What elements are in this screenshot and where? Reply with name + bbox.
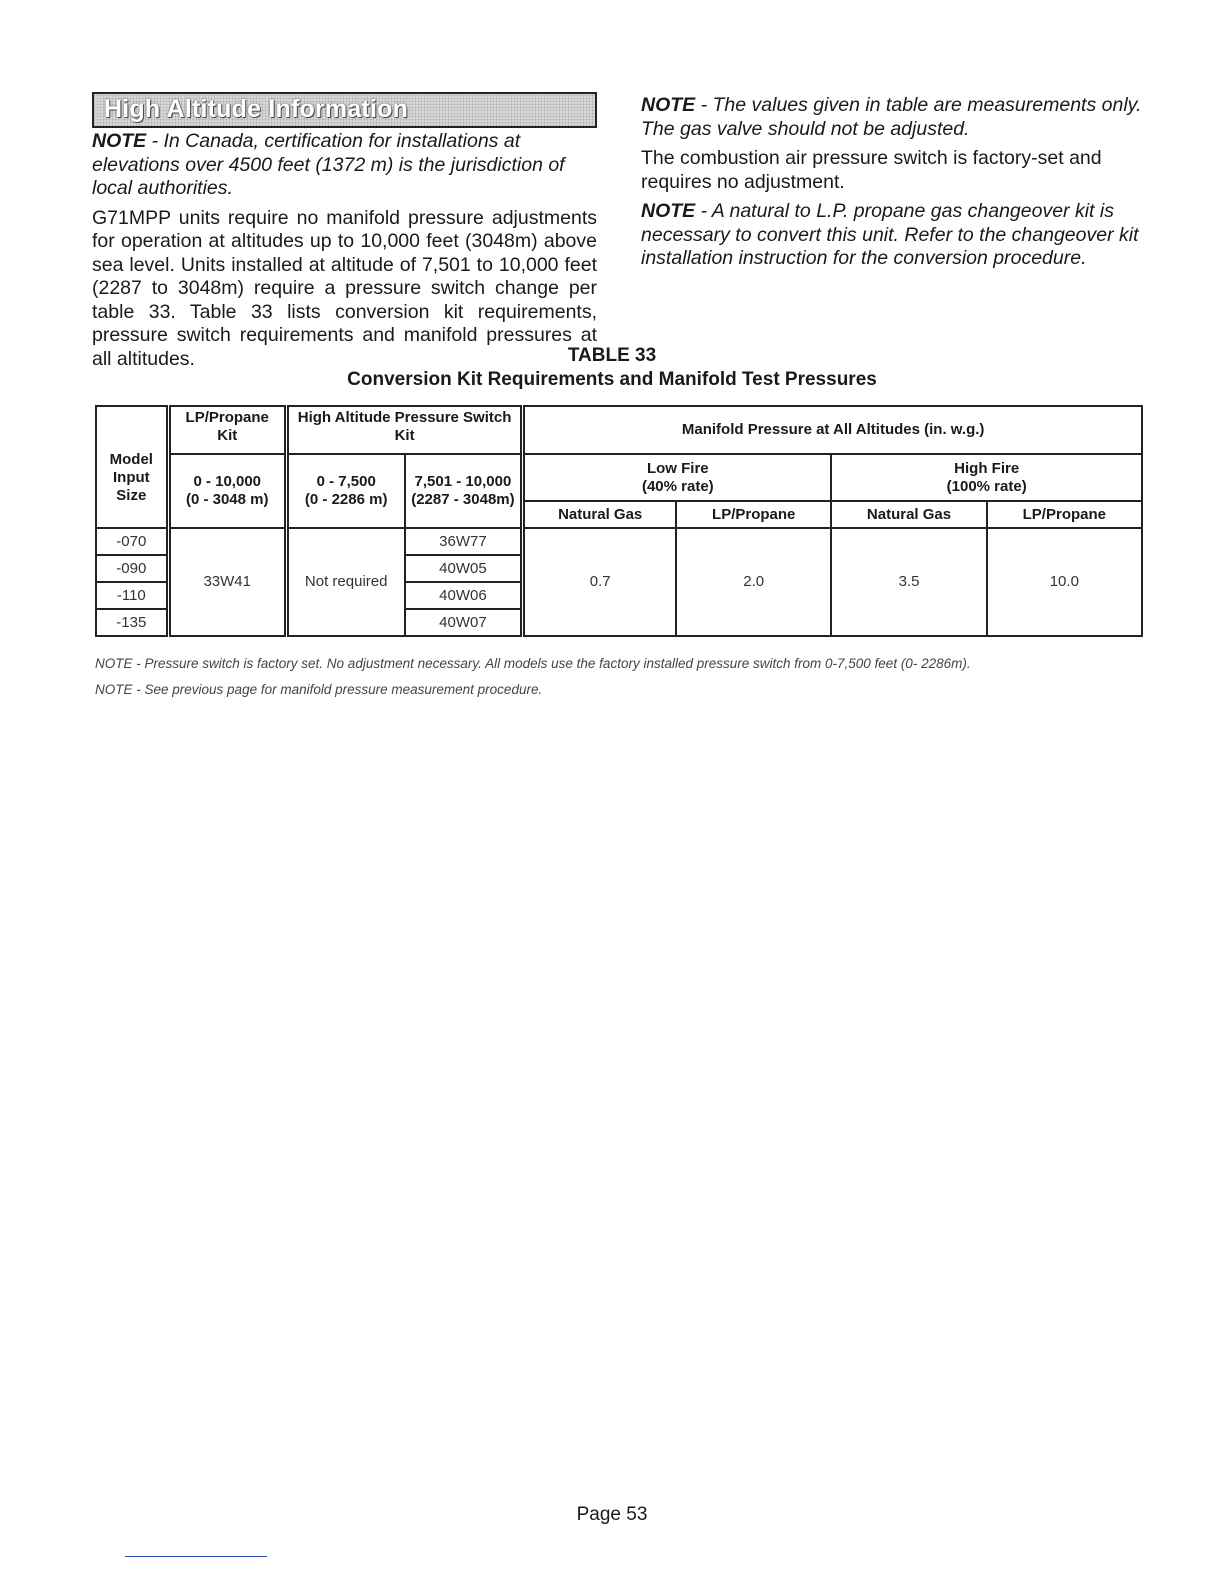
conversion-table xyxy=(95,405,1143,637)
note-text: - A natural to L.P. propane gas changeover kit is necessary to convert this unit. Refer to the changeover kit installation instruction for the conversion procedure. xyxy=(641,200,1139,269)
switch-kit-header: High Altitude Pressure Switch Kit xyxy=(286,406,522,454)
low-fire-lp-header: LP/Propane xyxy=(676,501,831,528)
left-column xyxy=(92,92,597,377)
switch-low-value: Not required xyxy=(286,528,404,636)
model-cell: -110 xyxy=(96,582,168,609)
model-cell: -090 xyxy=(96,555,168,582)
switch-high-cell: 40W05 xyxy=(405,555,523,582)
low-fire-natural-value: 0.7 xyxy=(523,528,676,636)
table-row xyxy=(96,528,1142,555)
low-fire-natural-header: Natural Gas xyxy=(523,501,676,528)
table-title-block xyxy=(0,344,1224,392)
note-label: NOTE xyxy=(641,94,696,116)
switch-high-cell: 40W06 xyxy=(405,582,523,609)
note-text: - In Canada, certification for installations at elevations over 4500 feet (1372 m) is the jurisdiction of local authorities. xyxy=(92,130,565,199)
note-label: NOTE xyxy=(641,200,696,222)
combustion-paragraph: The combustion air pressure switch is factory-set and requires no adjustment. xyxy=(641,147,1102,193)
lp-kit-header: LP/Propane Kit xyxy=(168,406,286,454)
switch-range-low: 0 - 7,500 (0 - 2286 m) xyxy=(286,454,404,528)
high-fire-lp-header: LP/Propane xyxy=(987,501,1142,528)
note-text: - The values given in table are measurements only. The gas valve should not be adjusted. xyxy=(641,94,1142,140)
values-note xyxy=(641,94,1146,141)
footnote-pressure-switch: NOTE - Pressure switch is factory set. No adjustment necessary. All models use the factory installed pressure switch from 0-7,500 feet (0- 2286m). xyxy=(95,656,971,671)
section-heading: High Altitude Information xyxy=(92,92,597,128)
switch-high-cell: 40W07 xyxy=(405,609,523,636)
high-fire-natural-value: 3.5 xyxy=(831,528,986,636)
table-number: TABLE 33 xyxy=(567,345,657,366)
changeover-note xyxy=(641,200,1146,271)
lp-kit-value: 33W41 xyxy=(168,528,286,636)
model-cell: -135 xyxy=(96,609,168,636)
footnote-manifold-procedure: NOTE - See previous page for manifold pressure measurement procedure. xyxy=(95,682,543,697)
note-label: NOTE xyxy=(92,130,147,152)
high-fire-header: High Fire (100% rate) xyxy=(831,454,1142,501)
model-cell: -070 xyxy=(96,528,168,555)
right-column xyxy=(641,94,1146,277)
bottom-rule xyxy=(125,1556,267,1557)
page-number: Page 53 xyxy=(576,1504,648,1525)
switch-range-high: 7,501 - 10,000 (2287 - 3048m) xyxy=(405,454,523,528)
manifold-header: Manifold Pressure at All Altitudes (in. w.g.) xyxy=(523,406,1142,454)
high-fire-natural-header: Natural Gas xyxy=(831,501,986,528)
table-title: Conversion Kit Requirements and Manifold Test Pressures xyxy=(347,369,877,390)
low-fire-header: Low Fire (40% rate) xyxy=(523,454,832,501)
canada-note xyxy=(92,130,597,201)
high-fire-lp-value: 10.0 xyxy=(987,528,1142,636)
model-input-size-header: Model Input Size xyxy=(96,406,168,528)
switch-high-cell: 36W77 xyxy=(405,528,523,555)
intro-paragraph: G71MPP units require no manifold pressure adjustments for operation at altitudes up to 10,000 feet (3048m) above sea level. Units installed at altitude of 7,501 to 10,000 feet (2287 to 3048m) require a pressure switch change per table 33. Table 33 lists conversion kit requirements, pressure switch requirements and manifold pressures at all altitudes. xyxy=(92,206,597,370)
low-fire-lp-value: 2.0 xyxy=(676,528,831,636)
lp-kit-range: 0 - 10,000 (0 - 3048 m) xyxy=(168,454,286,528)
